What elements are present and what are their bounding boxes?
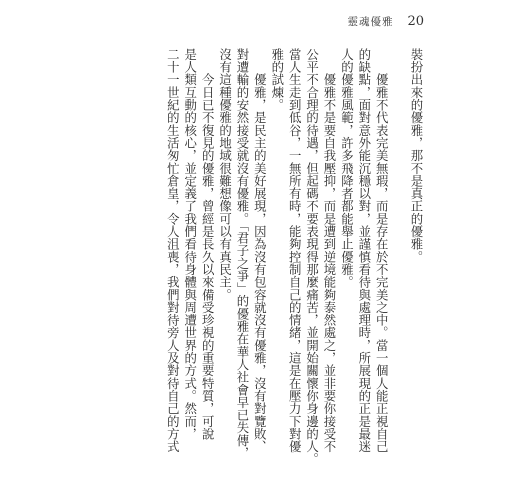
page-header — [347, 14, 424, 29]
paragraph-spacer — [390, 48, 407, 468]
text-line: 對遭輸的安然接受就沒有優雅。「君子之爭」的優雅在華人社會早已失傳， — [234, 48, 250, 460]
page-number: 20 — [407, 14, 424, 29]
text-line: 是人類互動的核心，並定義了我們看待身體與周遭世界的方式。然而， — [182, 48, 198, 441]
body-text — [164, 48, 425, 468]
text-line: 沒有這種優雅的地域很難想像可以有真民主。 — [217, 48, 233, 301]
text-line: 優雅，是民主的美好展現，因為沒有包容就沒有優雅，沒有對覽敗、 — [252, 48, 268, 453]
text-line: 公平不合理的待遇，但起碼不要表現得那麼痛苦，並開始關懷你身邊的人。 — [304, 48, 320, 466]
text-line: 優雅不代表完美無瑕，而是存在於不完美之中。當一個人能正視自己 — [374, 48, 390, 453]
running-title: 靈魂優雅 — [347, 16, 394, 28]
text-line: 的缺點，面對意外能沉穩以對，並謹慎看待與處理時，所展現的正是最迷 — [356, 48, 372, 453]
text-line: 裝扮出來的優雅，那不是真正的優雅。 — [409, 48, 424, 264]
text-line: 雅的試煉。 — [269, 48, 285, 112]
text-line: 人的優雅風範，許多飛降者都能舉止優雅。 — [339, 48, 355, 289]
text-line: 優雅不是要自我壓抑，而是遭到逆境能夠泰然處之，並非要你接受不 — [321, 48, 337, 453]
text-line: 二十一世紀的生活匆忙倉皇，令人沮喪，我們對待旁人及對待自己的方式 — [165, 48, 181, 453]
text-line: 當人生走到低谷，一無所有時，能夠控制自己的情緒，這是在壓力下對優 — [287, 48, 303, 453]
text-line: 今日已不復見的優雅，曾經是長久以來備受珍視的重要特質，可說 — [200, 48, 216, 441]
